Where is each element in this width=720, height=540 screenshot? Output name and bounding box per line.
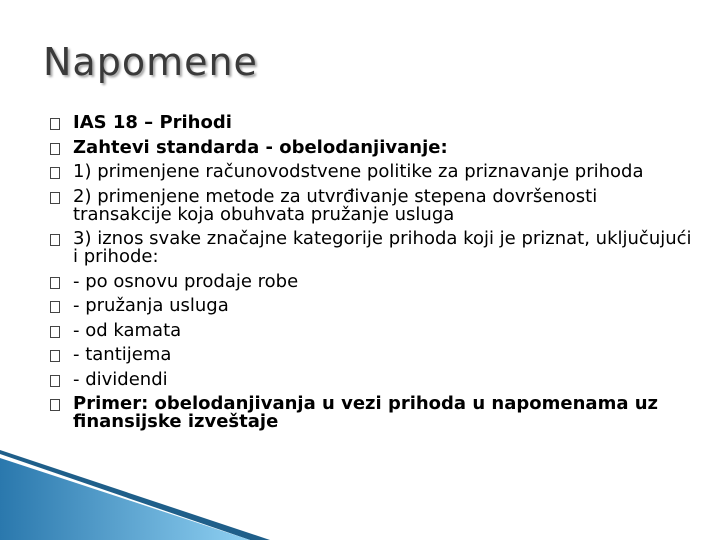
- item-text: IAS 18 – Prihodi: [73, 112, 232, 133]
- list-item: [50, 395, 700, 431]
- list-item: [50, 346, 700, 364]
- item-text: - tantijema: [73, 344, 172, 365]
- bullet-list: [50, 114, 700, 438]
- slide-title: Napomene: [43, 40, 258, 84]
- list-item: [50, 230, 700, 266]
- item-text: - od kamata: [73, 319, 182, 341]
- list-item: [50, 114, 700, 132]
- square-bullet-icon: [50, 143, 60, 155]
- corner-wedge-light: [0, 458, 250, 540]
- list-item: [50, 368, 700, 390]
- item-text: Primer: obelodanjivanja u vezi prihoda u napomenama uz finansijske izveštaje: [73, 393, 659, 432]
- square-bullet-icon: [50, 277, 60, 289]
- square-bullet-icon: [50, 350, 60, 362]
- square-bullet-icon: [50, 326, 60, 338]
- item-text: - pružanja usluga: [73, 295, 229, 316]
- corner-decoration: [0, 450, 720, 540]
- item-text: 1) primenjene računovodstvene politike za priznavanje prihoda: [73, 161, 644, 182]
- item-text: 2) primenjene metode za utvrđivanje stepena dovršenosti transakcije koja obuhvata pružanje usluga: [73, 185, 598, 225]
- square-bullet-icon: [50, 234, 60, 246]
- item-text: - dividendi: [73, 368, 168, 390]
- square-bullet-icon: [50, 118, 60, 130]
- list-item: [50, 297, 700, 315]
- list-item: [50, 319, 700, 341]
- item-text: Zahtevi standarda - obelodanjivanje:: [73, 136, 448, 158]
- item-text: - po osnovu prodaje robe: [73, 270, 299, 292]
- list-item: [50, 185, 700, 225]
- list-item: [50, 163, 700, 181]
- square-bullet-icon: [50, 192, 60, 204]
- square-bullet-icon: [50, 375, 60, 387]
- item-text: 3) iznos svake značajne kategorije prihoda koji je priznat, uključujući i prihode:: [73, 228, 692, 267]
- list-item: [50, 270, 700, 292]
- square-bullet-icon: [50, 301, 60, 313]
- square-bullet-icon: [50, 167, 60, 179]
- square-bullet-icon: [50, 399, 60, 411]
- list-item: [50, 136, 700, 158]
